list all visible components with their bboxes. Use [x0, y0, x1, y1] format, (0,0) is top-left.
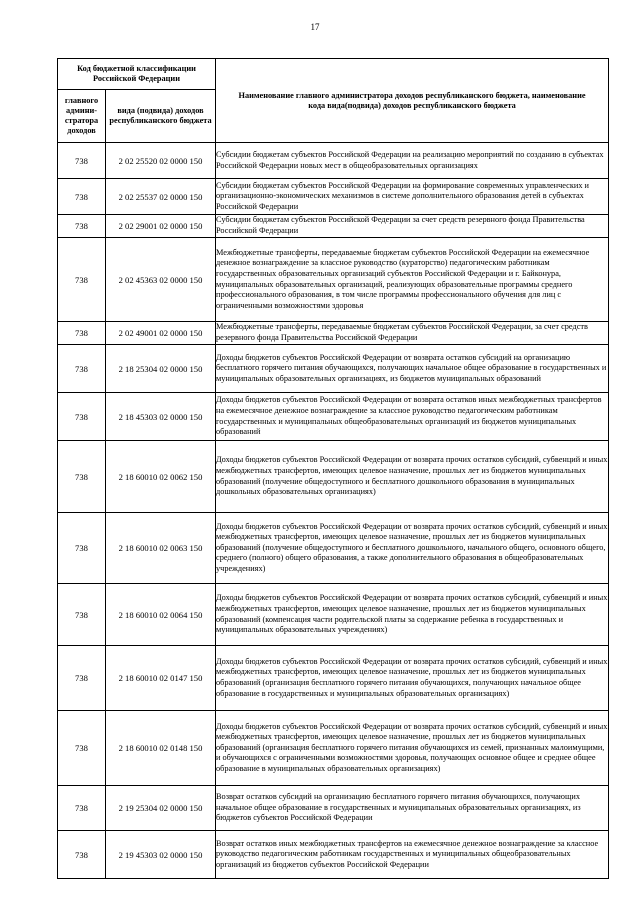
- income-code-cell: 2 18 60010 02 0147 150: [106, 646, 216, 711]
- table-row: [58, 786, 609, 831]
- admin-code-cell: 738: [58, 831, 106, 879]
- header-name-column: Наименование главного администратора доходов республиканского бюджета, наименование кода вида(подвида) доходов республиканского бюджета: [216, 59, 609, 143]
- income-code-cell: 2 18 60010 02 0063 150: [106, 513, 216, 584]
- header-admin-column: главного админи-стратора доходов: [58, 90, 106, 143]
- admin-code-cell: 738: [58, 143, 106, 179]
- income-name-cell: Субсидии бюджетам субъектов Российской Федерации на формирование современных управленческих и организационно-экономических механизмов в системе дополнительного образования детей в субъектах Российской Федерации: [216, 179, 609, 215]
- income-code-cell: 2 02 29001 02 0000 150: [106, 215, 216, 238]
- admin-code-cell: 738: [58, 179, 106, 215]
- admin-code-cell: 738: [58, 393, 106, 441]
- table-row: [58, 711, 609, 786]
- income-code-cell: 2 19 45303 02 0000 150: [106, 831, 216, 879]
- table-body: [58, 143, 609, 879]
- table-row: [58, 441, 609, 513]
- table-row: [58, 143, 609, 179]
- income-code-cell: 2 02 25537 02 0000 150: [106, 179, 216, 215]
- income-code-cell: 2 18 25304 02 0000 150: [106, 345, 216, 393]
- admin-code-cell: 738: [58, 322, 106, 345]
- income-code-cell: 2 02 49001 02 0000 150: [106, 322, 216, 345]
- table-row: [58, 345, 609, 393]
- income-name-cell: Возврат остатков субсидий на организацию бесплатного горячего питания обучающихся, получающих начальное общее образование в государственных и муниципальных образовательных организациях, из бюджетов субъектов Российской Федерации: [216, 786, 609, 831]
- income-name-cell: Возврат остатков иных межбюджетных трансфертов на ежемесячное денежное вознаграждение за классное руководство педагогическим работникам государственных и муниципальных общеобразовательных организаций из бюджетов субъектов Российской Федерации: [216, 831, 609, 879]
- income-name-cell: Межбюджетные трансферты, передаваемые бюджетам субъектов Российской Федерации на ежемесячное денежное вознаграждение за классное руководство (кураторство) педагогическим работникам государственных образовательных организаций субъектов Российской Федерации и г. Байконура, муниципальных образовательных организаций, реализующих образовательные программы среднего профессионального образования, в том числе программы профессионального обучения для лиц с ограниченными возможностями здоровья: [216, 238, 609, 322]
- admin-code-cell: 738: [58, 711, 106, 786]
- admin-code-cell: 738: [58, 238, 106, 322]
- budget-classification-table: [57, 58, 609, 879]
- table-row: [58, 513, 609, 584]
- admin-code-cell: 738: [58, 441, 106, 513]
- income-name-cell: Доходы бюджетов субъектов Российской Федерации от возврата прочих остатков субсидий, субвенций и иных межбюджетных трансфертов, имеющих целевое назначение, прошлых лет из бюджетов муниципальных образований (получение общедоступного и бесплатного дошкольного, начального общего, основного общего, среднего (полного) общего образования, а также дополнительного образования в общеобразовательных учреждениях): [216, 513, 609, 584]
- table-row: [58, 646, 609, 711]
- admin-code-cell: 738: [58, 513, 106, 584]
- income-name-cell: Субсидии бюджетам субъектов Российской Федерации на реализацию мероприятий по созданию в субъектах Российской Федерации новых мест в общеобразовательных организациях: [216, 143, 609, 179]
- admin-code-cell: 738: [58, 345, 106, 393]
- income-name-cell: Доходы бюджетов субъектов Российской Федерации от возврата прочих остатков субсидий, субвенций и иных межбюджетных трансфертов, имеющих целевое назначение, прошлых лет из бюджетов муниципальных образований (организация бесплатного горячего питания обучающихся из семей, признанных малоимущими, и обучающихся с ограниченными возможностями здоровья, получающих основное общее и среднее общее образование в муниципальных образовательных организациях): [216, 711, 609, 786]
- table-row: [58, 238, 609, 322]
- income-name-cell: Доходы бюджетов субъектов Российской Федерации от возврата остатков субсидий на организацию бесплатного горячего питания обучающихся, получающих начальное общее образование в государственных и муниципальных образовательных организациях, из бюджетов муниципальных образований: [216, 345, 609, 393]
- table-row: [58, 831, 609, 879]
- income-name-cell: Доходы бюджетов субъектов Российской Федерации от возврата прочих остатков субсидий, субвенций и иных межбюджетных трансфертов, имеющих целевое назначение, прошлых лет из бюджетов муниципальных образований (организация бесплатного горячего питания обучающихся, получающих начальное общее образование в государственных и муниципальных образовательных организациях): [216, 646, 609, 711]
- table-row: [58, 322, 609, 345]
- income-code-cell: 2 18 60010 02 0062 150: [106, 441, 216, 513]
- table-row: [58, 179, 609, 215]
- income-code-cell: 2 18 60010 02 0148 150: [106, 711, 216, 786]
- income-code-cell: 2 02 45363 02 0000 150: [106, 238, 216, 322]
- income-name-cell: Доходы бюджетов субъектов Российской Федерации от возврата остатков иных межбюджетных трансфертов на ежемесячное денежное вознаграждение за классное руководство педагогическим работникам государственных и муниципальных общеобразовательных организаций из бюджетов муниципальных образований: [216, 393, 609, 441]
- income-name-cell: Межбюджетные трансферты, передаваемые бюджетам субъектов Российской Федерации, за счет средств резервного фонда Правительства Российской Федерации: [216, 322, 609, 345]
- table-row: [58, 393, 609, 441]
- header-code-column: вида (подвида) доходов республиканского бюджета: [106, 90, 216, 143]
- income-code-cell: 2 18 45303 02 0000 150: [106, 393, 216, 441]
- table-row: [58, 584, 609, 646]
- income-name-cell: Доходы бюджетов субъектов Российской Федерации от возврата прочих остатков субсидий, субвенций и иных межбюджетных трансфертов, имеющих целевое назначение, прошлых лет из бюджетов муниципальных образований (получение общедоступного и бесплатного дошкольного образования в муниципальных дошкольных образовательных организациях): [216, 441, 609, 513]
- income-code-cell: 2 02 25520 02 0000 150: [106, 143, 216, 179]
- income-code-cell: 2 18 60010 02 0064 150: [106, 584, 216, 646]
- admin-code-cell: 738: [58, 786, 106, 831]
- table-row: [58, 215, 609, 238]
- income-name-cell: Субсидии бюджетам субъектов Российской Федерации за счет средств резервного фонда Правительства Российской Федерации: [216, 215, 609, 238]
- admin-code-cell: 738: [58, 584, 106, 646]
- income-name-cell: Доходы бюджетов субъектов Российской Федерации от возврата прочих остатков субсидий, субвенций и иных межбюджетных трансфертов, имеющих целевое назначение, прошлых лет из бюджетов муниципальных образований (компенсация части родительской платы за содержание ребенка в государственных и муниципальных образовательных учреждениях): [216, 584, 609, 646]
- income-code-cell: 2 19 25304 02 0000 150: [106, 786, 216, 831]
- admin-code-cell: 738: [58, 215, 106, 238]
- admin-code-cell: 738: [58, 646, 106, 711]
- header-budget-classification-code: Код бюджетной классификации Российской Федерации: [58, 59, 216, 90]
- page-number: 17: [310, 22, 320, 32]
